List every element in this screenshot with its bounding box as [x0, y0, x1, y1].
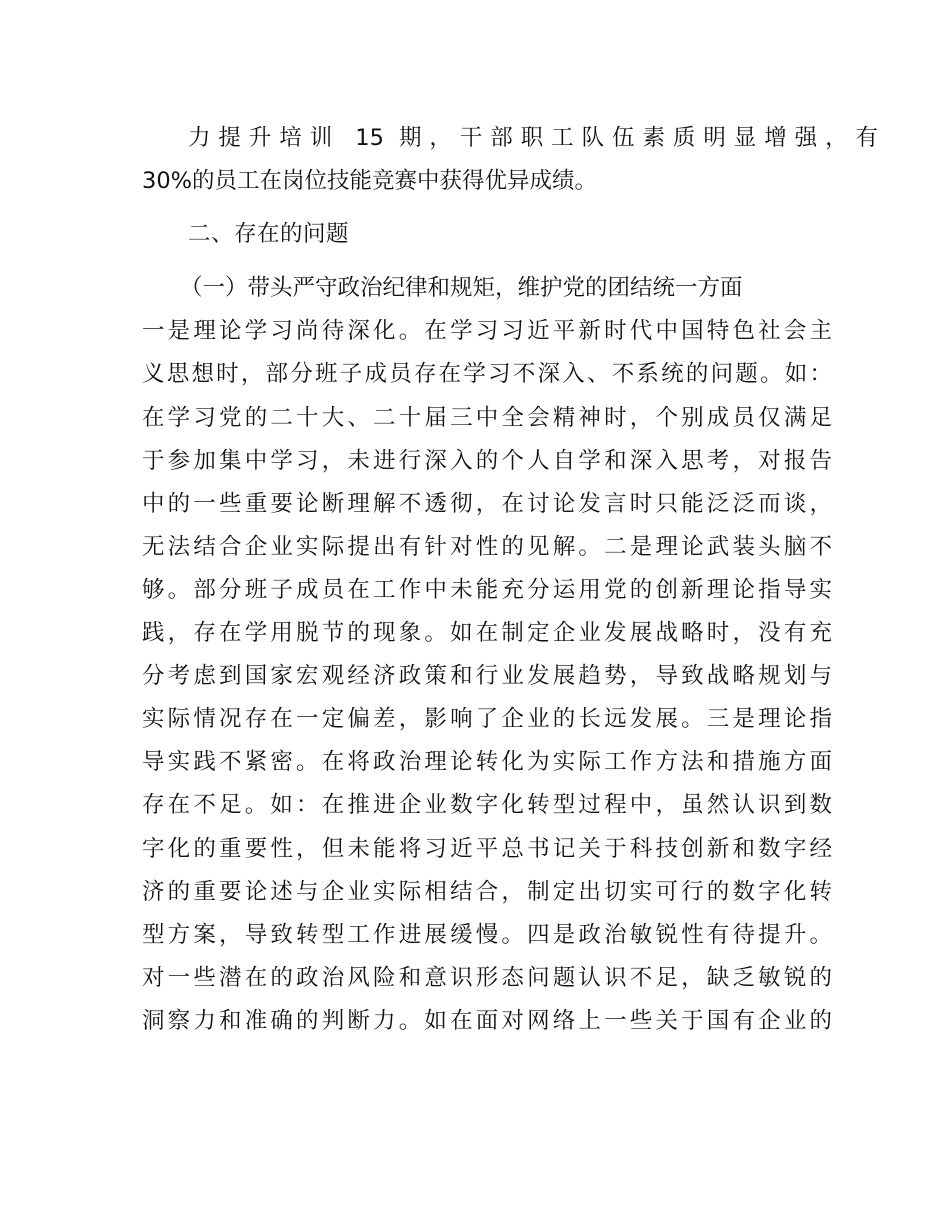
paragraph-line: 分考虑到国家宏观经济政策和行业发展趋势，导致战略规划与: [142, 663, 832, 689]
paragraph-line: 在学习党的二十大、二十届三中全会精神时，个别成员仅满足: [142, 405, 832, 431]
paragraph-line: 无法结合企业实际提出有针对性的见解。二是理论武装头脑不: [142, 534, 832, 560]
paragraph-line: 力提升培训 15 期，干部职工队伍素质明显增强，有: [188, 125, 878, 151]
paragraph-line: 字化的重要性，但未能将习近平总书记关于科技创新和数字经: [142, 836, 832, 862]
paragraph-line: 一是理论学习尚待深化。在学习习近平新时代中国特色社会主: [142, 318, 832, 344]
paragraph-line: 中的一些重要论断理解不透彻，在讨论发言时只能泛泛而谈，: [142, 491, 832, 517]
paragraph-line: 于参加集中学习，未进行深入的个人自学和深入思考，对报告: [142, 448, 832, 474]
paragraph-line: 实际情况存在一定偏差，影响了企业的长远发展。三是理论指: [142, 706, 832, 732]
paragraph-line: 践，存在学用脱节的现象。如在制定企业发展战略时，没有充: [142, 620, 832, 646]
paragraph-line: 存在不足。如：在推进企业数字化转型过程中，虽然认识到数: [142, 792, 832, 818]
paragraph-line: 义思想时，部分班子成员存在学习不深入、不系统的问题。如：: [142, 361, 832, 387]
paragraph-line: 导实践不紧密。在将政治理论转化为实际工作方法和措施方面: [142, 749, 832, 775]
paragraph-line: 洞察力和准确的判断力。如在面对网络上一些关于国有企业的: [142, 1008, 832, 1034]
paragraph-line: 济的重要论述与企业实际相结合，制定出切实可行的数字化转: [142, 879, 832, 905]
paragraph-line: 够。部分班子成员在工作中未能充分运用党的创新理论指导实: [142, 577, 832, 603]
section-heading: 二、存在的问题: [188, 221, 350, 247]
paragraph-line: 30%的员工在岗位技能竞赛中获得优异成绩。: [142, 168, 598, 194]
paragraph-line: 对一些潜在的政治风险和意识形态问题认识不足，缺乏敏锐的: [142, 965, 832, 991]
subsection-heading: （一）带头严守政治纪律和规矩，维护党的团结统一方面: [180, 275, 743, 301]
paragraph-line: 型方案，导致转型工作进展缓慢。四是政治敏锐性有待提升。: [142, 922, 832, 948]
